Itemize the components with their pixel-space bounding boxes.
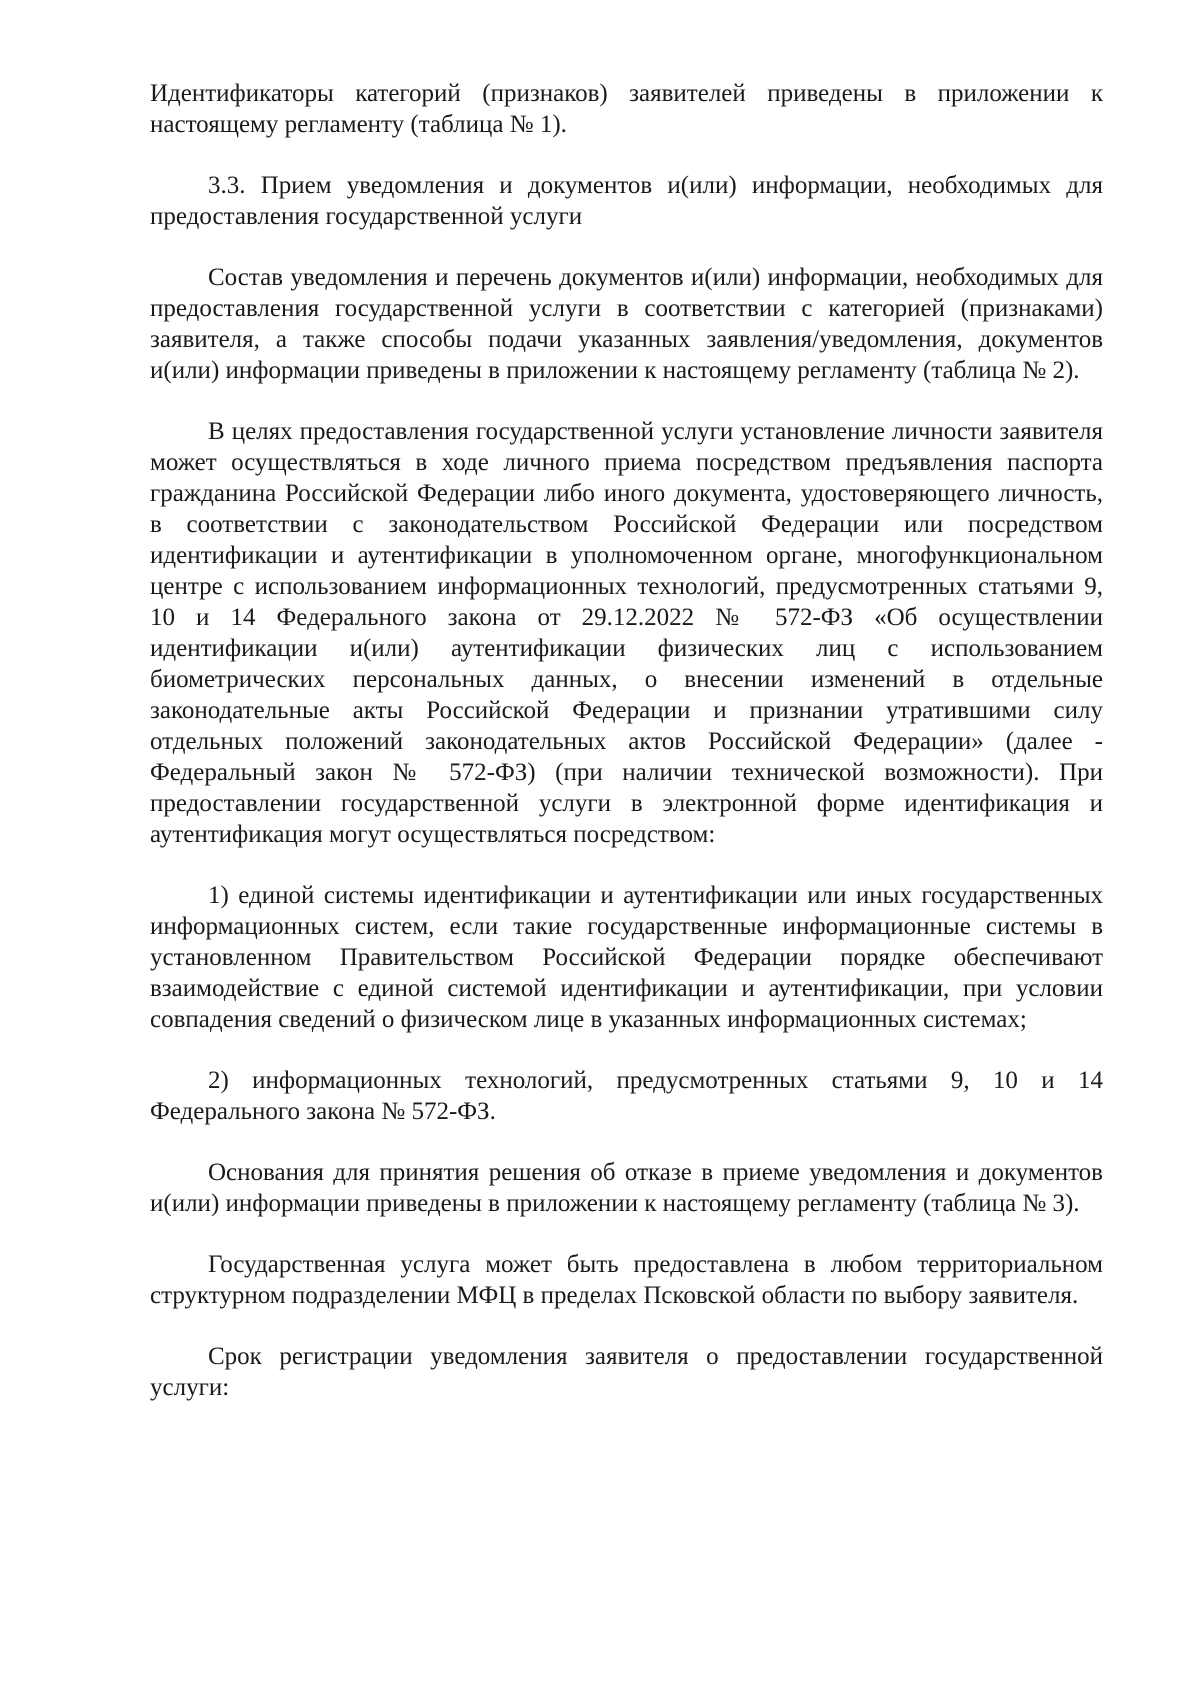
paragraph-notification-composition: Состав уведомления и перечень документов и(или) информации, необходимых для предоставления государственной услуги в соответствии с категорией (признаками) заявителя, а также способы подачи указанных заявления/уведомления, документов и(или) информации приведены в приложении к настоящему регламенту (таблица № 2). [150,264,1103,384]
list-item-2-information-technologies: 2) информационных технологий, предусмотренных статьями 9, 10 и 14 Федерального закона № 572-ФЗ. [150,1067,1103,1125]
section-heading-3-3: 3.3. Прием уведомления и документов и(или) информации, необходимых для предоставления государственной услуги [150,172,1103,230]
document-page [150,78,1103,1403]
paragraph-refusal-grounds: Основания для принятия решения об отказе в приеме уведомления и документов и(или) информации приведены в приложении к настоящему регламенту (таблица № 3). [150,1159,1103,1217]
paragraph-identity-verification: В целях предоставления государственной услуги установление личности заявителя может осуществляться в ходе личного приема посредством предъявления паспорта гражданина Российской Федерации либо иного документа, удостоверяющего личность, в соответствии с законодательством Российской Федерации или посредством идентификации и аутентификации в уполномоченном органе, многофункциональном центре с использованием информационных технологий, предусмотренных статьями 9, 10 и 14 Федерального закона от 29.12.2022 № 572-ФЗ «Об осуществлении идентификации и(или) аутентификации физических лиц с использованием биометрических персональных данных, о внесении изменений в отдельные законодательные акты Российской Федерации и признании утратившими силу отдельных положений законодательных актов Российской Федерации» (далее - Федеральный закон № 572-ФЗ) (при наличии технической возможности). При предоставлении государственной услуги в электронной форме идентификация и аутентификация могут осуществляться посредством: [150,418,1103,848]
paragraph-applicant-categories: Идентификаторы категорий (признаков) заявителей приведены в приложении к настоящему регламенту (таблица № 1). [150,80,1103,138]
paragraph-registration-term: Срок регистрации уведомления заявителя о предоставлении государственной услуги: [150,1343,1103,1401]
paragraph-mfc-service: Государственная услуга может быть предоставлена в любом территориальном структурном подразделении МФЦ в пределах Псковской области по выбору заявителя. [150,1251,1103,1309]
list-item-1-unified-system: 1) единой системы идентификации и аутентификации или иных государственных информационных систем, если такие государственные информационные системы в установленном Правительством Российской Федерации порядке обеспечивают взаимодействие с единой системой идентификации и аутентификации, при условии совпадения сведений о физическом лице в указанных информационных системах; [150,882,1103,1033]
